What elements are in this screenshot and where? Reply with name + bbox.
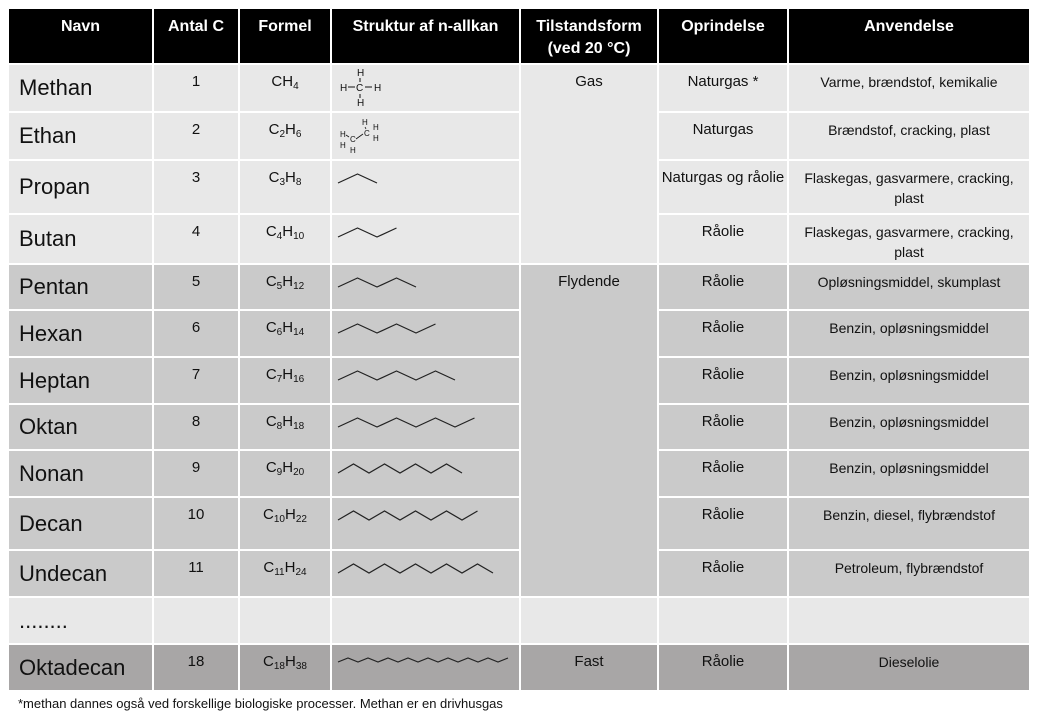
row-name: Methan xyxy=(8,64,153,112)
row-name: Pentan xyxy=(8,264,153,310)
svg-text:H: H xyxy=(362,118,368,127)
table-row xyxy=(8,160,1030,214)
row-name: Heptan xyxy=(8,357,153,404)
table-row xyxy=(8,112,1030,160)
row-carbon-count: 9 xyxy=(153,450,239,497)
svg-text:H: H xyxy=(340,83,348,94)
row-carbon-count: 6 xyxy=(153,310,239,357)
svg-text:H: H xyxy=(340,141,346,150)
header-antal-c: Antal C xyxy=(153,8,239,64)
row-use: Benzin, opløsningsmiddel xyxy=(788,404,1030,450)
row-origin: Råolie xyxy=(658,450,788,497)
svg-text:H: H xyxy=(357,98,365,109)
svg-text:H: H xyxy=(340,130,346,139)
row-origin: Råolie xyxy=(658,644,788,691)
row-structure xyxy=(331,64,520,112)
footnote: *methan dannes også ved forskellige biologiske processer. Methan er en drivhusgas xyxy=(18,696,503,711)
svg-text:H: H xyxy=(374,83,382,94)
row-structure xyxy=(331,404,520,450)
row-structure xyxy=(331,550,520,597)
row-origin: Råolie xyxy=(658,404,788,450)
row-name: Decan xyxy=(8,497,153,550)
carbon-chain-10-icon xyxy=(336,500,516,530)
row-structure xyxy=(331,112,520,160)
row-use: Brændstof, cracking, plast xyxy=(788,112,1030,160)
ellipsis-row xyxy=(8,597,1030,644)
table-row xyxy=(8,214,1030,264)
carbon-chain-11-icon xyxy=(336,553,516,583)
chain-bonds xyxy=(338,278,416,287)
header-tilstandsform: Tilstandsform (ved 20 °C) xyxy=(520,8,658,64)
svg-text:C: C xyxy=(364,129,370,138)
svg-text:H: H xyxy=(373,134,379,143)
row-carbon-count: 11 xyxy=(153,550,239,597)
carbon-chain-18-icon xyxy=(336,647,516,677)
row-use: Benzin, opløsningsmiddel xyxy=(788,310,1030,357)
table-row xyxy=(8,357,1030,404)
table-row xyxy=(8,497,1030,550)
row-origin: Naturgas xyxy=(658,112,788,160)
row-formula: $CH_4$ xyxy=(239,64,331,112)
row-formula: $C_4H_{10}$ xyxy=(239,214,331,264)
row-formula: $C_5H_{12}$ xyxy=(239,264,331,310)
header-formel: Formel xyxy=(239,8,331,64)
chain-bonds xyxy=(338,658,508,662)
table-row xyxy=(8,64,1030,112)
row-name: Butan xyxy=(8,214,153,264)
chain-bonds xyxy=(338,511,478,520)
header-oprindelse: Oprindelse xyxy=(658,8,788,64)
state-solid: Fast xyxy=(520,644,658,691)
row-origin: Råolie xyxy=(658,264,788,310)
svg-text:C: C xyxy=(350,135,356,144)
row-name: Hexan xyxy=(8,310,153,357)
chain-bonds xyxy=(338,464,462,473)
row-structure xyxy=(331,357,520,404)
row-name: Oktadecan xyxy=(8,644,153,691)
header-anvendelse: Anvendelse xyxy=(788,8,1030,64)
row-formula: $C_3H_8$ xyxy=(239,160,331,214)
row-name: Propan xyxy=(8,160,153,214)
carbon-chain-8-icon xyxy=(336,407,516,437)
row-carbon-count: 2 xyxy=(153,112,239,160)
row-carbon-count: 7 xyxy=(153,357,239,404)
state-liquid: Flydende xyxy=(520,264,658,597)
row-carbon-count: 1 xyxy=(153,64,239,112)
table-row xyxy=(8,644,1030,691)
svg-text:H: H xyxy=(357,68,365,79)
methane-structure-icon xyxy=(336,67,396,111)
row-carbon-count: 10 xyxy=(153,497,239,550)
state-gas: Gas xyxy=(520,64,658,264)
row-structure xyxy=(331,214,520,264)
row-structure xyxy=(331,497,520,550)
row-name: Undecan xyxy=(8,550,153,597)
row-formula: $C_2H_6$ xyxy=(239,112,331,160)
row-name: Oktan xyxy=(8,404,153,450)
row-origin: Råolie xyxy=(658,214,788,264)
row-structure xyxy=(331,264,520,310)
row-carbon-count: 5 xyxy=(153,264,239,310)
row-origin: Råolie xyxy=(658,497,788,550)
row-formula: $C_7H_{16}$ xyxy=(239,357,331,404)
row-carbon-count: 4 xyxy=(153,214,239,264)
row-origin: Råolie xyxy=(658,550,788,597)
ethane-structure-icon xyxy=(336,115,396,159)
row-formula: $C_{10}H_{22}$ xyxy=(239,497,331,550)
svg-text:H: H xyxy=(350,146,356,155)
row-formula: $C_{11}H_{24}$ xyxy=(239,550,331,597)
table-row xyxy=(8,264,1030,310)
row-origin: Råolie xyxy=(658,357,788,404)
carbon-chain-4-icon xyxy=(336,217,516,247)
row-carbon-count: 3 xyxy=(153,160,239,214)
header-row xyxy=(8,8,1030,64)
row-name: Ethan xyxy=(8,112,153,160)
row-structure xyxy=(331,160,520,214)
carbon-chain-9-icon xyxy=(336,453,516,483)
row-formula: $C_6H_{14}$ xyxy=(239,310,331,357)
row-carbon-count: 8 xyxy=(153,404,239,450)
row-use: Flaskegas, gasvarmere, cracking, plast xyxy=(788,214,1030,264)
row-use: Benzin, diesel, flybrændstof xyxy=(788,497,1030,550)
table-row xyxy=(8,310,1030,357)
carbon-chain-7-icon xyxy=(336,360,516,390)
chain-bonds xyxy=(338,564,493,573)
chain-bonds xyxy=(338,174,377,183)
row-structure xyxy=(331,310,520,357)
row-origin: Råolie xyxy=(658,310,788,357)
carbon-chain-3-icon xyxy=(336,163,516,193)
row-origin: Naturgas * xyxy=(658,64,788,112)
row-formula: $C_9H_{20}$ xyxy=(239,450,331,497)
row-carbon-count: 18 xyxy=(153,644,239,691)
svg-text:C: C xyxy=(356,83,364,94)
row-origin: Naturgas og råolie xyxy=(658,160,788,214)
row-name: Nonan xyxy=(8,450,153,497)
row-formula: $C_{18}H_{38}$ xyxy=(239,644,331,691)
row-use: Dieselolie xyxy=(788,644,1030,691)
row-structure xyxy=(331,644,520,691)
alkane-table xyxy=(7,7,1031,692)
ellipsis: ........ xyxy=(8,597,153,644)
chain-bonds xyxy=(338,418,475,427)
carbon-chain-5-icon xyxy=(336,267,516,297)
chain-bonds xyxy=(338,324,436,333)
row-use: Opløsningsmiddel, skumplast xyxy=(788,264,1030,310)
table-row xyxy=(8,550,1030,597)
chain-bonds xyxy=(338,371,455,380)
table-row xyxy=(8,404,1030,450)
header-navn: Navn xyxy=(8,8,153,64)
svg-text:H: H xyxy=(373,123,379,132)
header-struktur: Struktur af n-allkan xyxy=(331,8,520,64)
chain-bonds xyxy=(338,228,397,237)
row-use: Flaskegas, gasvarmere, cracking, plast xyxy=(788,160,1030,214)
row-use: Varme, brændstof, kemikalie xyxy=(788,64,1030,112)
row-use: Benzin, opløsningsmiddel xyxy=(788,357,1030,404)
row-formula: $C_8H_{18}$ xyxy=(239,404,331,450)
row-use: Benzin, opløsningsmiddel xyxy=(788,450,1030,497)
row-structure xyxy=(331,450,520,497)
table-row xyxy=(8,450,1030,497)
row-use: Petroleum, flybrændstof xyxy=(788,550,1030,597)
carbon-chain-6-icon xyxy=(336,313,516,343)
